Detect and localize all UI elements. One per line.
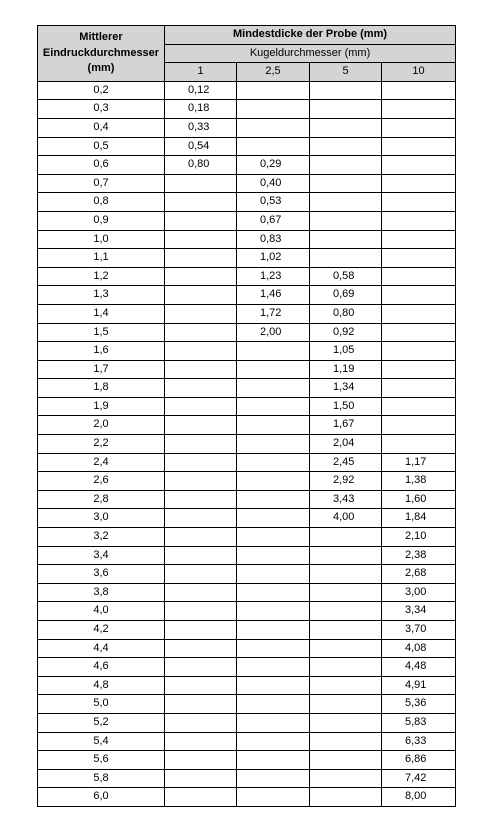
cell-thickness: 1,67 — [310, 416, 382, 435]
cell-thickness: 1,46 — [237, 286, 310, 305]
cell-diameter: 0,8 — [38, 193, 165, 212]
cell-thickness — [165, 565, 237, 584]
cell-diameter: 1,8 — [38, 379, 165, 398]
table-row — [38, 639, 456, 658]
cell-thickness — [310, 695, 382, 714]
table-row — [38, 249, 456, 268]
table-row — [38, 490, 456, 509]
cell-diameter: 5,2 — [38, 713, 165, 732]
cell-thickness — [237, 583, 310, 602]
cell-diameter: 1,5 — [38, 323, 165, 342]
table-row — [38, 416, 456, 435]
table-row — [38, 546, 456, 565]
cell-thickness — [382, 100, 456, 119]
cell-thickness: 1,23 — [237, 267, 310, 286]
cell-thickness — [165, 435, 237, 454]
cell-thickness — [310, 769, 382, 788]
cell-thickness — [310, 676, 382, 695]
cell-diameter: 1,4 — [38, 304, 165, 323]
cell-diameter: 2,0 — [38, 416, 165, 435]
cell-thickness — [165, 230, 237, 249]
cell-thickness — [165, 490, 237, 509]
cell-thickness — [165, 732, 237, 751]
cell-thickness: 0,54 — [165, 137, 237, 156]
table-row — [38, 453, 456, 472]
cell-thickness — [382, 416, 456, 435]
cell-diameter: 0,9 — [38, 211, 165, 230]
cell-thickness — [310, 118, 382, 137]
cell-thickness — [165, 658, 237, 677]
table-row — [38, 137, 456, 156]
cell-thickness — [310, 137, 382, 156]
table-header — [38, 26, 456, 82]
cell-thickness: 7,42 — [382, 769, 456, 788]
cell-thickness: 4,91 — [382, 676, 456, 695]
cell-thickness: 3,00 — [382, 583, 456, 602]
cell-diameter: 5,6 — [38, 751, 165, 770]
cell-thickness — [237, 435, 310, 454]
cell-thickness — [310, 230, 382, 249]
cell-thickness — [165, 211, 237, 230]
cell-thickness — [165, 323, 237, 342]
table-row — [38, 583, 456, 602]
table-row — [38, 769, 456, 788]
table-row — [38, 174, 456, 193]
cell-thickness: 1,17 — [382, 453, 456, 472]
cell-thickness: 2,38 — [382, 546, 456, 565]
cell-thickness — [310, 602, 382, 621]
cell-thickness: 0,67 — [237, 211, 310, 230]
cell-thickness: 0,58 — [310, 267, 382, 286]
cell-diameter: 4,6 — [38, 658, 165, 677]
cell-thickness: 1,05 — [310, 342, 382, 361]
cell-diameter: 5,8 — [38, 769, 165, 788]
col-header-ball-5: 5 — [310, 63, 382, 82]
cell-thickness — [165, 788, 237, 807]
cell-diameter: 2,2 — [38, 435, 165, 454]
cell-thickness: 1,60 — [382, 490, 456, 509]
cell-thickness — [165, 342, 237, 361]
cell-thickness — [165, 249, 237, 268]
cell-diameter: 2,4 — [38, 453, 165, 472]
cell-thickness — [165, 695, 237, 714]
cell-thickness: 2,92 — [310, 472, 382, 491]
cell-thickness — [165, 360, 237, 379]
table-row — [38, 342, 456, 361]
cell-thickness: 2,00 — [237, 323, 310, 342]
cell-thickness — [237, 118, 310, 137]
cell-thickness — [237, 565, 310, 584]
cell-thickness — [165, 639, 237, 658]
cell-thickness — [165, 528, 237, 547]
cell-thickness — [310, 788, 382, 807]
cell-thickness — [165, 583, 237, 602]
table-row — [38, 267, 456, 286]
cell-thickness — [165, 472, 237, 491]
cell-thickness — [237, 137, 310, 156]
cell-thickness — [165, 304, 237, 323]
cell-thickness — [237, 621, 310, 640]
cell-thickness: 0,40 — [237, 174, 310, 193]
cell-thickness — [165, 379, 237, 398]
cell-thickness — [310, 156, 382, 175]
cell-thickness: 4,00 — [310, 509, 382, 528]
cell-thickness: 2,10 — [382, 528, 456, 547]
table-row — [38, 658, 456, 677]
table-row — [38, 472, 456, 491]
cell-thickness: 2,04 — [310, 435, 382, 454]
cell-diameter: 4,2 — [38, 621, 165, 640]
cell-thickness: 6,86 — [382, 751, 456, 770]
cell-diameter: 0,4 — [38, 118, 165, 137]
cell-thickness: 5,83 — [382, 713, 456, 732]
cell-thickness — [382, 174, 456, 193]
cell-thickness — [237, 713, 310, 732]
cell-thickness — [310, 193, 382, 212]
thickness-table — [37, 25, 456, 807]
cell-thickness: 2,45 — [310, 453, 382, 472]
table-row — [38, 211, 456, 230]
cell-diameter: 0,7 — [38, 174, 165, 193]
cell-thickness: 1,34 — [310, 379, 382, 398]
cell-diameter: 3,6 — [38, 565, 165, 584]
cell-thickness — [382, 397, 456, 416]
table-row — [38, 528, 456, 547]
cell-diameter: 3,8 — [38, 583, 165, 602]
cell-thickness: 0,83 — [237, 230, 310, 249]
cell-thickness: 1,02 — [237, 249, 310, 268]
table-row — [38, 379, 456, 398]
cell-diameter: 0,3 — [38, 100, 165, 119]
col-header-min-thickness: Mindestdicke der Probe (mm) — [165, 26, 456, 45]
cell-thickness — [237, 509, 310, 528]
cell-thickness — [165, 713, 237, 732]
table-row — [38, 360, 456, 379]
cell-thickness — [382, 118, 456, 137]
cell-diameter: 1,3 — [38, 286, 165, 305]
cell-thickness — [310, 639, 382, 658]
cell-thickness — [382, 286, 456, 305]
cell-thickness — [310, 658, 382, 677]
cell-thickness — [237, 81, 310, 100]
cell-thickness — [237, 379, 310, 398]
cell-thickness — [237, 658, 310, 677]
cell-thickness — [310, 546, 382, 565]
cell-thickness — [382, 193, 456, 212]
cell-thickness: 1,38 — [382, 472, 456, 491]
cell-thickness — [165, 416, 237, 435]
cell-thickness — [237, 676, 310, 695]
cell-thickness — [310, 100, 382, 119]
table-row — [38, 304, 456, 323]
table-row — [38, 602, 456, 621]
cell-thickness — [310, 751, 382, 770]
cell-thickness: 1,72 — [237, 304, 310, 323]
cell-thickness: 0,80 — [165, 156, 237, 175]
col-header-diameter: Mittlerer Eindruckdurchmesser (mm) — [38, 26, 165, 82]
cell-thickness — [382, 81, 456, 100]
cell-thickness — [165, 267, 237, 286]
cell-thickness — [165, 174, 237, 193]
cell-thickness — [237, 602, 310, 621]
cell-thickness — [382, 323, 456, 342]
cell-thickness — [165, 621, 237, 640]
table-row — [38, 788, 456, 807]
cell-diameter: 6,0 — [38, 788, 165, 807]
cell-thickness: 1,84 — [382, 509, 456, 528]
table-row — [38, 156, 456, 175]
cell-thickness: 0,12 — [165, 81, 237, 100]
cell-thickness — [310, 81, 382, 100]
cell-thickness — [237, 546, 310, 565]
cell-diameter: 5,0 — [38, 695, 165, 714]
cell-thickness — [237, 751, 310, 770]
cell-thickness: 1,19 — [310, 360, 382, 379]
cell-thickness — [237, 453, 310, 472]
cell-thickness — [310, 528, 382, 547]
table-row — [38, 100, 456, 119]
cell-diameter: 2,6 — [38, 472, 165, 491]
table-row — [38, 81, 456, 100]
cell-diameter: 1,7 — [38, 360, 165, 379]
cell-thickness — [310, 174, 382, 193]
cell-thickness — [382, 211, 456, 230]
cell-diameter: 1,0 — [38, 230, 165, 249]
cell-thickness — [382, 360, 456, 379]
cell-thickness: 0,33 — [165, 118, 237, 137]
cell-thickness — [310, 565, 382, 584]
cell-thickness — [165, 397, 237, 416]
cell-diameter: 2,8 — [38, 490, 165, 509]
table-row — [38, 509, 456, 528]
cell-thickness — [382, 304, 456, 323]
cell-thickness — [165, 769, 237, 788]
cell-thickness: 0,29 — [237, 156, 310, 175]
cell-diameter: 3,2 — [38, 528, 165, 547]
cell-thickness — [237, 100, 310, 119]
cell-thickness — [237, 732, 310, 751]
cell-thickness — [165, 676, 237, 695]
cell-diameter: 0,2 — [38, 81, 165, 100]
cell-thickness — [310, 732, 382, 751]
cell-thickness — [237, 397, 310, 416]
table-row — [38, 286, 456, 305]
table-row — [38, 695, 456, 714]
cell-thickness — [382, 230, 456, 249]
table-row — [38, 621, 456, 640]
cell-thickness — [165, 453, 237, 472]
table-row — [38, 323, 456, 342]
cell-thickness — [237, 342, 310, 361]
cell-thickness — [310, 211, 382, 230]
cell-thickness — [237, 472, 310, 491]
cell-diameter: 1,9 — [38, 397, 165, 416]
cell-thickness — [382, 249, 456, 268]
cell-thickness: 6,33 — [382, 732, 456, 751]
cell-thickness — [237, 788, 310, 807]
table-row — [38, 565, 456, 584]
cell-thickness: 1,50 — [310, 397, 382, 416]
col-header-ball-10: 10 — [382, 63, 456, 82]
cell-thickness — [165, 602, 237, 621]
cell-thickness — [310, 621, 382, 640]
table-body — [38, 81, 456, 806]
table-row — [38, 230, 456, 249]
table-row — [38, 397, 456, 416]
cell-diameter: 3,0 — [38, 509, 165, 528]
cell-thickness: 0,18 — [165, 100, 237, 119]
cell-diameter: 4,0 — [38, 602, 165, 621]
cell-thickness — [382, 379, 456, 398]
cell-diameter: 3,4 — [38, 546, 165, 565]
table-row — [38, 118, 456, 137]
cell-diameter: 5,4 — [38, 732, 165, 751]
table-row — [38, 751, 456, 770]
cell-thickness: 3,34 — [382, 602, 456, 621]
col-header-ball-2-5: 2,5 — [237, 63, 310, 82]
cell-thickness — [165, 193, 237, 212]
cell-thickness — [237, 695, 310, 714]
table-row — [38, 435, 456, 454]
cell-thickness: 0,53 — [237, 193, 310, 212]
table-row — [38, 676, 456, 695]
cell-thickness: 3,70 — [382, 621, 456, 640]
cell-diameter: 4,8 — [38, 676, 165, 695]
cell-thickness — [165, 751, 237, 770]
cell-thickness — [237, 769, 310, 788]
cell-diameter: 1,2 — [38, 267, 165, 286]
cell-thickness — [237, 639, 310, 658]
cell-thickness: 4,08 — [382, 639, 456, 658]
col-header-ball-1: 1 — [165, 63, 237, 82]
cell-thickness: 0,92 — [310, 323, 382, 342]
cell-thickness — [237, 360, 310, 379]
cell-diameter: 0,6 — [38, 156, 165, 175]
cell-diameter: 1,1 — [38, 249, 165, 268]
cell-thickness — [382, 435, 456, 454]
cell-thickness — [382, 156, 456, 175]
cell-thickness: 8,00 — [382, 788, 456, 807]
cell-thickness — [310, 713, 382, 732]
cell-thickness: 0,80 — [310, 304, 382, 323]
cell-thickness — [237, 416, 310, 435]
cell-thickness — [165, 509, 237, 528]
table-row — [38, 713, 456, 732]
cell-diameter: 1,6 — [38, 342, 165, 361]
col-header-ball-diameter: Kugeldurchmesser (mm) — [165, 44, 456, 63]
cell-thickness — [382, 267, 456, 286]
cell-thickness — [237, 528, 310, 547]
cell-thickness — [165, 546, 237, 565]
table-row — [38, 732, 456, 751]
cell-thickness — [382, 137, 456, 156]
cell-thickness: 3,43 — [310, 490, 382, 509]
cell-diameter: 4,4 — [38, 639, 165, 658]
cell-thickness — [165, 286, 237, 305]
cell-thickness: 5,36 — [382, 695, 456, 714]
table-row — [38, 193, 456, 212]
cell-diameter: 0,5 — [38, 137, 165, 156]
cell-thickness — [382, 342, 456, 361]
cell-thickness — [310, 583, 382, 602]
cell-thickness — [310, 249, 382, 268]
cell-thickness — [237, 490, 310, 509]
cell-thickness: 4,48 — [382, 658, 456, 677]
cell-thickness: 0,69 — [310, 286, 382, 305]
cell-thickness: 2,68 — [382, 565, 456, 584]
